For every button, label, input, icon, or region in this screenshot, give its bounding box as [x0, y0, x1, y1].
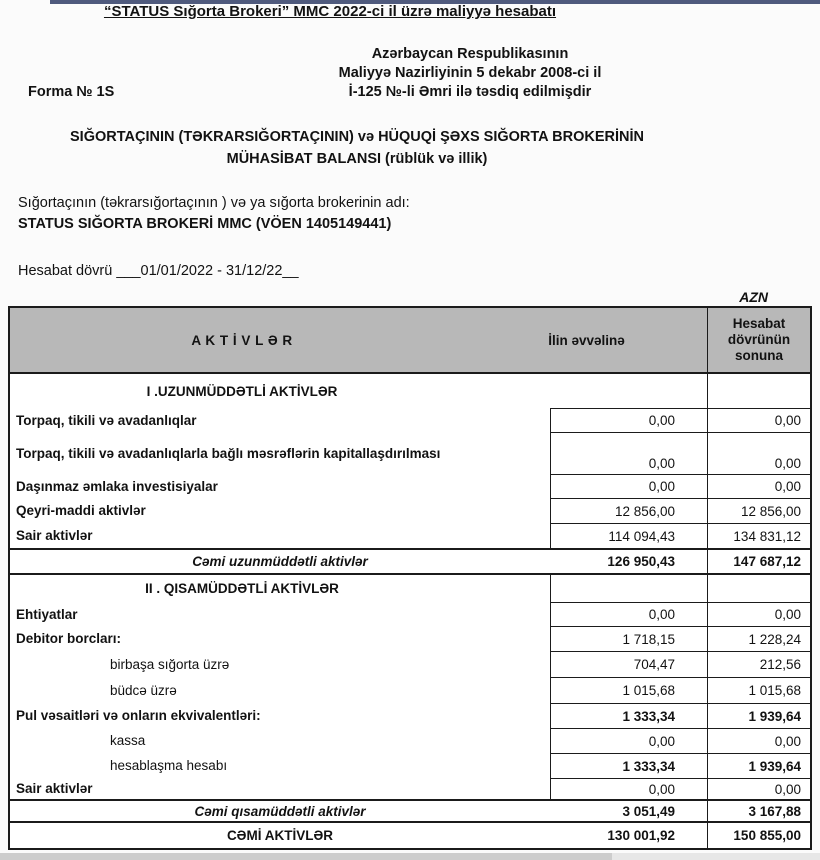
value-cell: 1 015,68	[550, 677, 707, 703]
table-row	[10, 651, 810, 677]
row-label: Daşınmaz əmlaka investisiyalar	[16, 478, 218, 494]
value-cell: 114 094,43	[550, 523, 707, 548]
table-row	[10, 753, 810, 778]
value-cell: 12 856,00	[707, 498, 810, 523]
value-cell	[707, 374, 810, 408]
value-cell: 1 333,34	[550, 703, 707, 728]
grand-total-row	[10, 823, 810, 848]
table-row	[10, 432, 810, 474]
section-label: I .UZUNMÜDDƏTLİ AKTİVLƏR	[146, 383, 338, 399]
value-cell: 1 015,68	[707, 677, 810, 703]
assets-table	[8, 306, 812, 850]
approval-note	[250, 45, 690, 102]
currency-label: AZN	[739, 289, 768, 305]
row-label: Torpaq, tikili və avadanlıqlarla bağlı məsrəflərin kapitallaşdırılması	[16, 445, 441, 461]
row-label: Qeyri-maddi aktivlər	[16, 503, 146, 518]
row-label: kassa	[110, 733, 146, 748]
broker-name-label: Sığortaçının (təkrarsığortaçının ) və ya sığorta brokerinin adı:	[18, 195, 410, 211]
row-label: birbaşa sığorta üzrə	[110, 656, 230, 672]
approval-line-3: İ-125 №-li Əmri ilə təsdiq edilmişdir	[348, 84, 592, 100]
value-cell	[550, 575, 707, 602]
section-label: II . QISAMÜDDƏTLİ AKTİVLƏR	[145, 581, 339, 596]
table-header-row	[10, 308, 810, 374]
value-cell: 0,00	[550, 778, 707, 799]
table-row	[10, 408, 810, 432]
row-label: Sair aktivlər	[16, 781, 93, 796]
section-row-long-term	[10, 374, 810, 408]
value-cell: 130 001,92	[607, 828, 675, 843]
table-row	[10, 677, 810, 703]
value-cell: 3 051,49	[622, 803, 675, 819]
total-row-long-term	[10, 548, 810, 575]
value-cell: 150 855,00	[707, 823, 810, 848]
total-row-short-term	[10, 799, 810, 823]
value-cell: 0,00	[707, 432, 810, 474]
reporting-period: Hesabat dövrü ___01/01/2022 - 31/12/22__	[18, 263, 299, 279]
value-cell: 1 939,64	[707, 703, 810, 728]
value-cell: 126 950,43	[607, 554, 675, 569]
section-row-short-term	[10, 575, 810, 602]
balance-heading-line-2: MÜHASİBAT BALANSI (rüblük və illik)	[226, 151, 488, 167]
value-cell: 0,00	[550, 432, 707, 474]
value-cell: 0,00	[707, 408, 810, 432]
value-cell: 3 167,88	[707, 801, 810, 821]
value-cell: 0,00	[707, 602, 810, 626]
header-period-end: Hesabat dövrünün sonuna	[707, 308, 810, 372]
value-cell: 1 333,34	[550, 753, 707, 778]
value-cell: 1 718,15	[550, 626, 707, 651]
table-row	[10, 602, 810, 626]
value-cell: 1 228,24	[707, 626, 810, 651]
row-label: Debitor borcları:	[16, 631, 122, 646]
row-label: Pul vəsaitləri və onların ekvivalentləri:	[16, 708, 261, 723]
value-cell: 147 687,12	[707, 550, 810, 573]
balance-heading-line-1: SIĞORTAÇININ (TƏKRARSIĞORTAÇININ) və HÜQUQİ ŞƏXS SIĞORTA BROKERİNİN	[70, 129, 644, 145]
value-cell: 0,00	[550, 408, 707, 432]
value-cell: 704,47	[550, 651, 707, 677]
table-row	[10, 703, 810, 728]
total-label: Cəmi uzunmüddətli aktivlər	[192, 554, 368, 569]
header-year-start: İlin əvvəlinə	[548, 332, 625, 348]
value-cell: 0,00	[550, 602, 707, 626]
row-label: büdcə üzrə	[110, 682, 177, 698]
value-cell: 0,00	[550, 474, 707, 498]
table-row	[10, 728, 810, 753]
table-row	[10, 523, 810, 548]
value-cell: 212,56	[707, 651, 810, 677]
value-cell: 0,00	[707, 778, 810, 799]
document-title: “STATUS Sığorta Brokeri” MMC 2022-ci il üzrə maliyyə hesabatı	[103, 3, 557, 20]
approval-line-2: Maliyyə Nazirliyinin 5 dekabr 2008-ci il	[338, 65, 602, 81]
value-cell	[707, 575, 810, 602]
value-cell: 0,00	[707, 474, 810, 498]
value-cell: 0,00	[550, 728, 707, 753]
table-row	[10, 474, 810, 498]
form-number: Forma № 1S	[28, 84, 115, 100]
value-cell: 134 831,12	[707, 523, 810, 548]
scan-edge-band	[0, 853, 612, 860]
scan-edge-band	[612, 853, 820, 860]
row-label: hesablaşma hesabı	[110, 758, 228, 773]
header-assets: A K T İ V L Ə R	[191, 332, 293, 348]
table-row	[10, 778, 810, 799]
row-label: Sair aktivlər	[16, 528, 93, 543]
total-label: Cəmi qısamüddətli aktivlər	[194, 803, 366, 819]
row-label: Ehtiyatlar	[16, 606, 78, 622]
value-cell	[550, 374, 707, 408]
value-cell: 12 856,00	[550, 498, 707, 523]
table-row	[10, 498, 810, 523]
total-label: CƏMİ AKTİVLƏR	[226, 828, 334, 843]
table-row	[10, 626, 810, 651]
value-cell: 1 939,64	[707, 753, 810, 778]
broker-name-value: STATUS SIĞORTA BROKERİ MMC (VÖEN 1405149441)	[18, 216, 392, 232]
value-cell: 0,00	[707, 728, 810, 753]
row-label: Torpaq, tikili və avadanlıqlar	[16, 412, 197, 428]
approval-line-1: Azərbaycan Respublikasının	[371, 46, 569, 62]
